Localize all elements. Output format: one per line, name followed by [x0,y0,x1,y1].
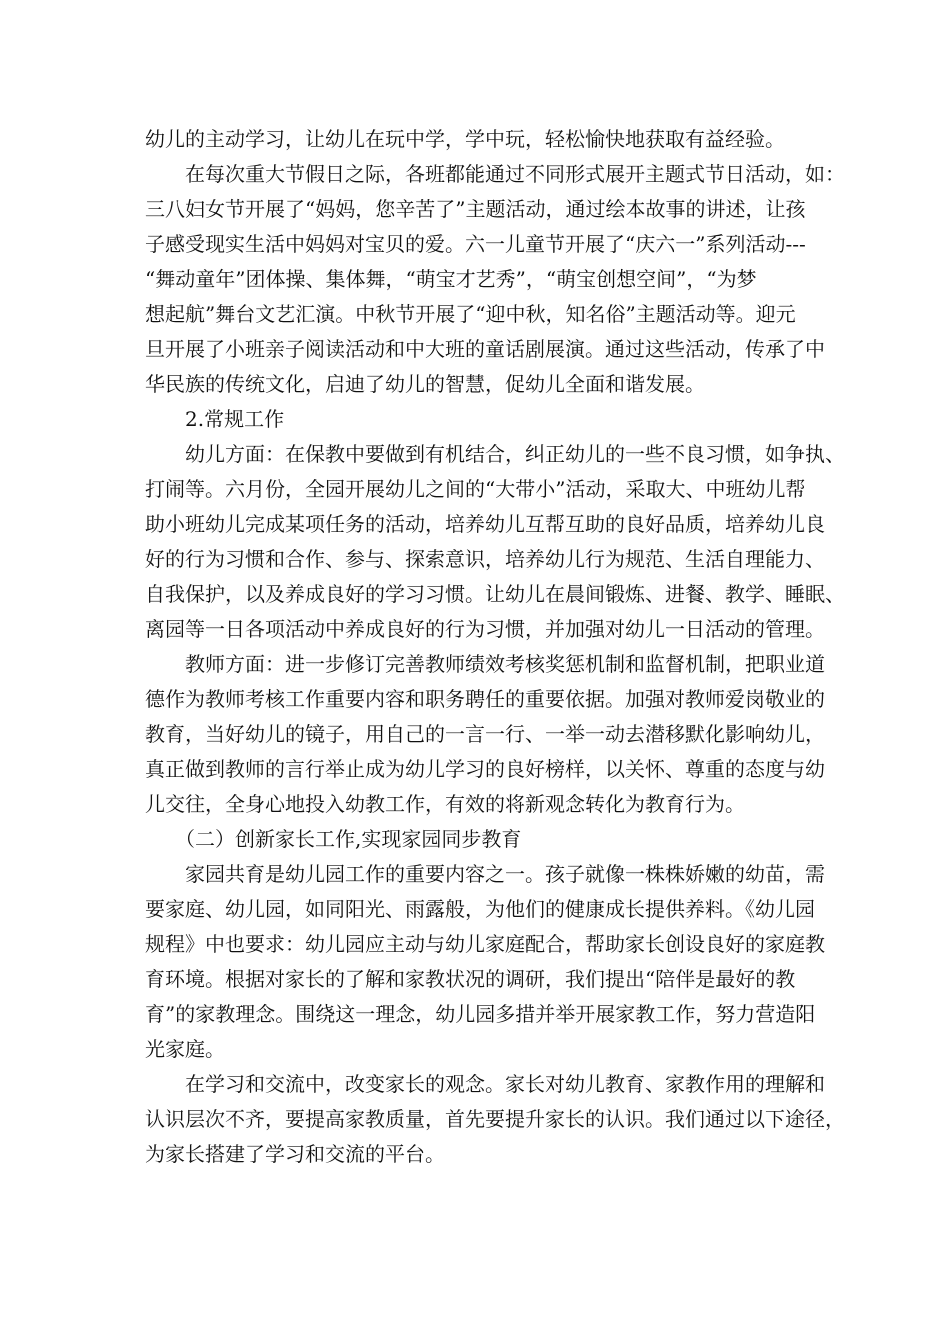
text-line: 教育，当好幼儿的镜子，用自己的一言一行、一举一动去潜移默化影响幼儿， [145,722,825,746]
text-line: 德作为教师考核工作重要内容和职务聘任的重要依据。加强对教师爱岗敬业的 [145,687,825,711]
text-line: 离园等一日各项活动中养成良好的行为习惯，并加强对幼儿一日活动的管理。 [145,617,825,641]
paragraph-first-line: 家园共育是幼儿园工作的重要内容之一。孩子就像一株株娇嫩的幼苗，需 [185,862,825,886]
text-line: 育环境。根据对家长的了解和家教状况的调研，我们提出“陪伴是最好的教 [145,967,796,991]
text-line: 子感受现实生活中妈妈对宝贝的爱。六一儿童节开展了“庆六一”系列活动--- [145,232,806,256]
text-line: 自我保护，以及养成良好的学习习惯。让幼儿在晨间锻炼、进餐、教学、睡眠、 [145,582,845,606]
text-line: 华民族的传统文化，启迪了幼儿的智慧，促幼儿全面和谐发展。 [145,372,705,396]
paragraph-first-line: 在学习和交流中，改变家长的观念。家长对幼儿教育、家教作用的理解和 [185,1072,825,1096]
text-line: 认识层次不齐，要提高家教质量，首先要提升家长的认识。我们通过以下途径， [145,1107,845,1131]
paragraph-first-line: 在每次重大节假日之际，各班都能通过不同形式展开主题式节日活动，如： [185,162,845,186]
text-line: 儿交往，全身心地投入幼教工作，有效的将新观念转化为教育行为。 [145,792,745,816]
section-heading: （二）创新家长工作,实现家园同步教育 [175,827,522,851]
text-line: 想起航”舞台文艺汇演。中秋节开展了“迎中秋，知名俗”主题活动等。迎元 [145,302,796,326]
text-line: 助小班幼儿完成某项任务的活动，培养幼儿互帮互助的良好品质，培养幼儿良 [145,512,825,536]
text-line: 规程》中也要求：幼儿园应主动与幼儿家庭配合，帮助家长创设良好的家庭教 [145,932,825,956]
text-line: 要家庭、幼儿园，如同阳光、雨露般，为他们的健康成长提供养料。《幼儿园 [145,897,815,921]
text-line: 幼儿的主动学习，让幼儿在玩中学，学中玩，轻松愉快地获取有益经验。 [145,127,785,151]
text-line: 光家庭。 [145,1037,225,1061]
text-line: 为家长搭建了学习和交流的平台。 [145,1142,445,1166]
section-heading: 2.常规工作 [185,407,285,431]
text-line: “舞动童年”团体操、集体舞，“萌宝才艺秀”，“萌宝创想空间”，“为梦 [145,267,757,291]
paragraph-first-line: 教师方面：进一步修订完善教师绩效考核奖惩机制和监督机制，把职业道 [185,652,825,676]
paragraph-first-line: 幼儿方面：在保教中要做到有机结合，纠正幼儿的一些不良习惯，如争执、 [185,442,845,466]
text-line: 旦开展了小班亲子阅读活动和中大班的童话剧展演。通过这些活动，传承了中 [145,337,825,361]
text-line: 育”的家教理念。围绕这一理念，幼儿园多措并举开展家教工作，努力营造阳 [145,1002,816,1026]
text-line: 好的行为习惯和合作、参与、探索意识，培养幼儿行为规范、生活自理能力、 [145,547,825,571]
text-line: 真正做到教师的言行举止成为幼儿学习的良好榜样，以关怀、尊重的态度与幼 [145,757,825,781]
text-line: 打闹等。六月份，全园开展幼儿之间的“大带小”活动，采取大、中班幼儿帮 [145,477,806,501]
text-line: 三八妇女节开展了“妈妈，您辛苦了”主题活动，通过绘本故事的讲述，让孩 [145,197,806,221]
